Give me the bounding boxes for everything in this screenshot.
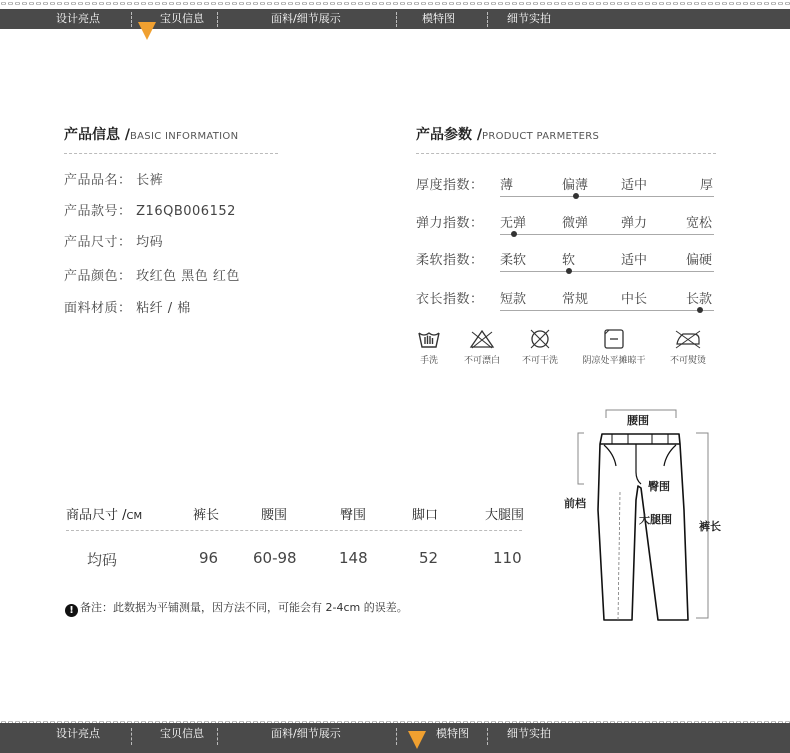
params-title: 产品参数 / <box>416 127 482 143</box>
nav-separator <box>131 12 132 27</box>
nav-item-model[interactable]: 模特图 <box>436 727 469 740</box>
col-header-hip: 臀围 <box>340 508 367 523</box>
param-option: 宽松 <box>686 216 713 231</box>
info-divider <box>64 153 278 154</box>
bottom-nav <box>0 719 790 753</box>
diagram-hip-label: 臀围 <box>648 480 670 493</box>
info-value: 长裤 <box>136 173 164 188</box>
care-hand-wash <box>414 328 444 366</box>
size-header-label <box>66 504 142 523</box>
diagram-waist-label: 腰围 <box>627 414 649 427</box>
active-nav-marker <box>138 22 156 40</box>
nav-item-design[interactable]: 设计亮点 <box>56 12 100 25</box>
nav-item-info[interactable]: 宝贝信息 <box>160 12 204 25</box>
param-label: 弹力指数： <box>416 216 484 231</box>
no-bleach-icon <box>468 328 496 350</box>
info-row-color <box>64 265 240 284</box>
info-row-name <box>64 169 163 188</box>
param-label: 衣长指数： <box>416 292 484 307</box>
top-nav <box>0 0 790 29</box>
info-heading <box>64 124 238 144</box>
param-option: 无弹 <box>500 216 527 231</box>
hand-wash-icon <box>417 328 441 350</box>
param-track <box>500 271 714 272</box>
param-track <box>500 234 714 235</box>
param-label: 柔软指数： <box>416 253 484 268</box>
nav-item-details[interactable]: 细节实拍 <box>507 727 551 740</box>
top-nav-strip <box>0 9 790 29</box>
param-selected-dot <box>511 231 517 237</box>
measurement-note <box>65 599 408 617</box>
nav-separator <box>396 12 397 27</box>
care-label: 不可漂白 <box>463 356 500 366</box>
param-option: 微弹 <box>562 216 589 231</box>
param-option: 中长 <box>621 292 648 307</box>
info-row-style <box>64 200 236 219</box>
col-header-waist: 腰围 <box>261 508 288 523</box>
info-value: Z16QB006152 <box>136 204 236 219</box>
nav-item-details[interactable]: 细节实拍 <box>507 12 551 25</box>
param-label: 厚度指数： <box>416 178 484 193</box>
col-header-hem: 脚口 <box>412 508 439 523</box>
nav-separator <box>487 12 488 27</box>
cell-hem: 52 <box>419 549 439 567</box>
shade-flat-dry-icon <box>602 328 626 350</box>
nav-item-fabric[interactable]: 面料/细节展示 <box>271 727 341 740</box>
param-option: 长款 <box>686 292 713 307</box>
info-label: 产品款号： <box>64 204 132 219</box>
note-text: 备注：此数据为平铺测量，因方法不同，可能会有 2-4cm 的误差。 <box>80 601 408 614</box>
care-label: 不可干洗 <box>521 356 558 366</box>
nav-item-fabric[interactable]: 面料/细节展示 <box>271 12 341 25</box>
info-label: 面料材质： <box>64 301 132 316</box>
param-option: 弹力 <box>621 216 648 231</box>
size-divider <box>66 530 522 531</box>
col-header-length: 裤长 <box>193 508 220 523</box>
param-option: 适中 <box>621 253 648 268</box>
params-heading <box>416 124 599 144</box>
param-option: 偏硬 <box>686 253 713 268</box>
info-label: 产品尺寸： <box>64 235 132 250</box>
care-label: 阴凉处平摊晾干 <box>582 356 646 366</box>
cell-length: 96 <box>199 549 219 567</box>
param-option: 软 <box>562 253 576 268</box>
warning-icon: ! <box>65 604 78 617</box>
param-option: 薄 <box>500 178 514 193</box>
info-label: 产品品名： <box>64 173 132 188</box>
care-no-dry-clean <box>516 328 564 366</box>
param-track <box>500 310 714 311</box>
param-option: 厚 <box>700 178 714 193</box>
info-row-material <box>64 297 191 316</box>
diagram-rise-label: 前档 <box>564 497 586 510</box>
nav-separator <box>487 728 488 745</box>
size-header-unit: CM <box>126 511 143 522</box>
param-selected-dot <box>573 193 579 199</box>
row-label: 均码 <box>87 551 118 569</box>
nav-separator <box>396 728 397 745</box>
size-header-text: 商品尺寸 / <box>66 508 127 523</box>
param-option: 短款 <box>500 292 527 307</box>
info-value: 均码 <box>136 235 164 250</box>
care-label: 不可熨烫 <box>669 356 706 366</box>
active-nav-marker <box>408 731 426 749</box>
nav-item-info[interactable]: 宝贝信息 <box>160 727 204 740</box>
info-value: 粘纤 / 棉 <box>136 301 191 316</box>
diagram-thigh-label: 大腿围 <box>639 513 672 526</box>
info-title: 产品信息 / <box>64 127 130 143</box>
nav-separator <box>217 728 218 745</box>
cell-thigh: 110 <box>493 549 522 567</box>
care-label: 手洗 <box>419 356 438 366</box>
cell-waist: 60-98 <box>253 549 297 567</box>
param-option: 常规 <box>562 292 589 307</box>
no-dry-clean-icon <box>528 328 552 350</box>
care-shade-flat-dry <box>576 328 652 366</box>
nav-separator <box>131 728 132 745</box>
params-divider <box>416 153 716 154</box>
param-track <box>500 196 714 197</box>
bottom-nav-strip <box>0 723 790 753</box>
param-selected-dot <box>566 268 572 274</box>
info-label: 产品颜色： <box>64 269 132 284</box>
nav-separator <box>217 12 218 27</box>
no-iron-icon <box>673 328 703 350</box>
info-row-size <box>64 231 163 250</box>
care-no-iron <box>664 328 712 366</box>
col-header-thigh: 大腿围 <box>485 508 525 523</box>
diagram-length-label: 裤长 <box>699 520 721 533</box>
nav-item-design[interactable]: 设计亮点 <box>56 727 100 740</box>
param-option: 柔软 <box>500 253 527 268</box>
care-no-bleach <box>458 328 506 366</box>
param-option: 适中 <box>621 178 648 193</box>
nav-item-model[interactable]: 模特图 <box>422 12 455 25</box>
param-selected-dot <box>697 307 703 313</box>
params-subtitle: PRODUCT PARMETERS <box>482 131 600 142</box>
info-subtitle: BASIC INFORMATION <box>130 131 239 142</box>
cell-hip: 148 <box>339 549 368 567</box>
chain-border <box>0 1 790 6</box>
param-option: 偏薄 <box>562 178 589 193</box>
info-value: 玫红色 黑色 红色 <box>136 269 240 284</box>
